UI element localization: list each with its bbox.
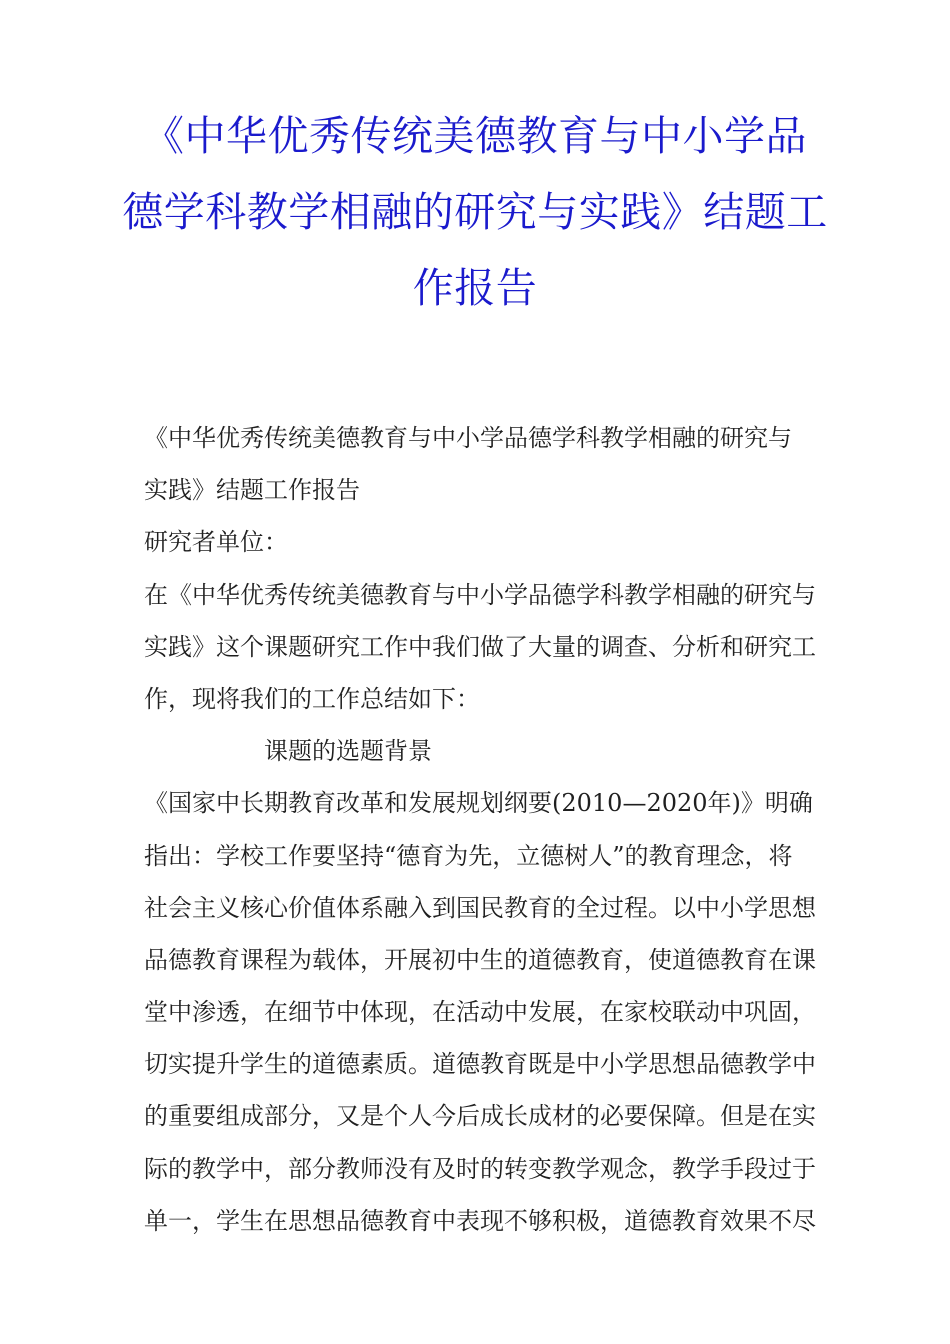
researcher-unit-label: 研究者单位： [144, 528, 288, 557]
body-line-15: 际的教学中，部分教师没有及时的转变教学观念，教学手段过于 [144, 1154, 816, 1183]
body-line-13: 切实提升学生的道德素质。道德教育既是中小学思想品德教学中 [144, 1050, 816, 1079]
title-line-1: 《中华优秀传统美德教育与中小学品 [143, 112, 807, 160]
body-line-12: 堂中渗透，在细节中体现，在活动中发展，在家校联动中巩固， [144, 998, 816, 1027]
body-line-16: 单一，学生在思想品德教育中表现不够积极，道德教育效果不尽 [144, 1206, 816, 1235]
section-heading-background: 课题的选题背景 [264, 737, 432, 766]
body-line-9: 指出：学校工作要坚持“德育为先，立德树人”的教育理念，将 [144, 841, 793, 870]
document-body [144, 412, 824, 1247]
body-line-6: 作，现将我们的工作总结如下： [144, 684, 480, 713]
body-line-2: 实践》结题工作报告 [144, 476, 360, 505]
body-line-14: 的重要组成部分，又是个人今后成长成材的必要保障。但是在实 [144, 1102, 816, 1131]
body-line-4: 在《中华优秀传统美德教育与中小学品德学科教学相融的研究与 [144, 580, 816, 609]
body-line-1: 《中华优秀传统美德教育与中小学品德学科教学相融的研究与 [144, 424, 792, 452]
body-line-10: 社会主义核心价值体系融入到国民教育的全过程。以中小学思想 [144, 893, 816, 922]
title-line-2: 德学科教学相融的研究与实践》结题工 [122, 188, 828, 236]
document-title [120, 98, 830, 326]
body-line-11: 品德教育课程为载体，开展初中生的道德教育，使道德教育在课 [144, 945, 816, 974]
body-line-8: 《国家中长期教育改革和发展规划纲要(2010—2020年)》明确 [144, 789, 813, 818]
body-line-5: 实践》这个课题研究工作中我们做了大量的调查、分析和研究工 [144, 632, 816, 661]
title-line-3: 作报告 [412, 264, 538, 312]
